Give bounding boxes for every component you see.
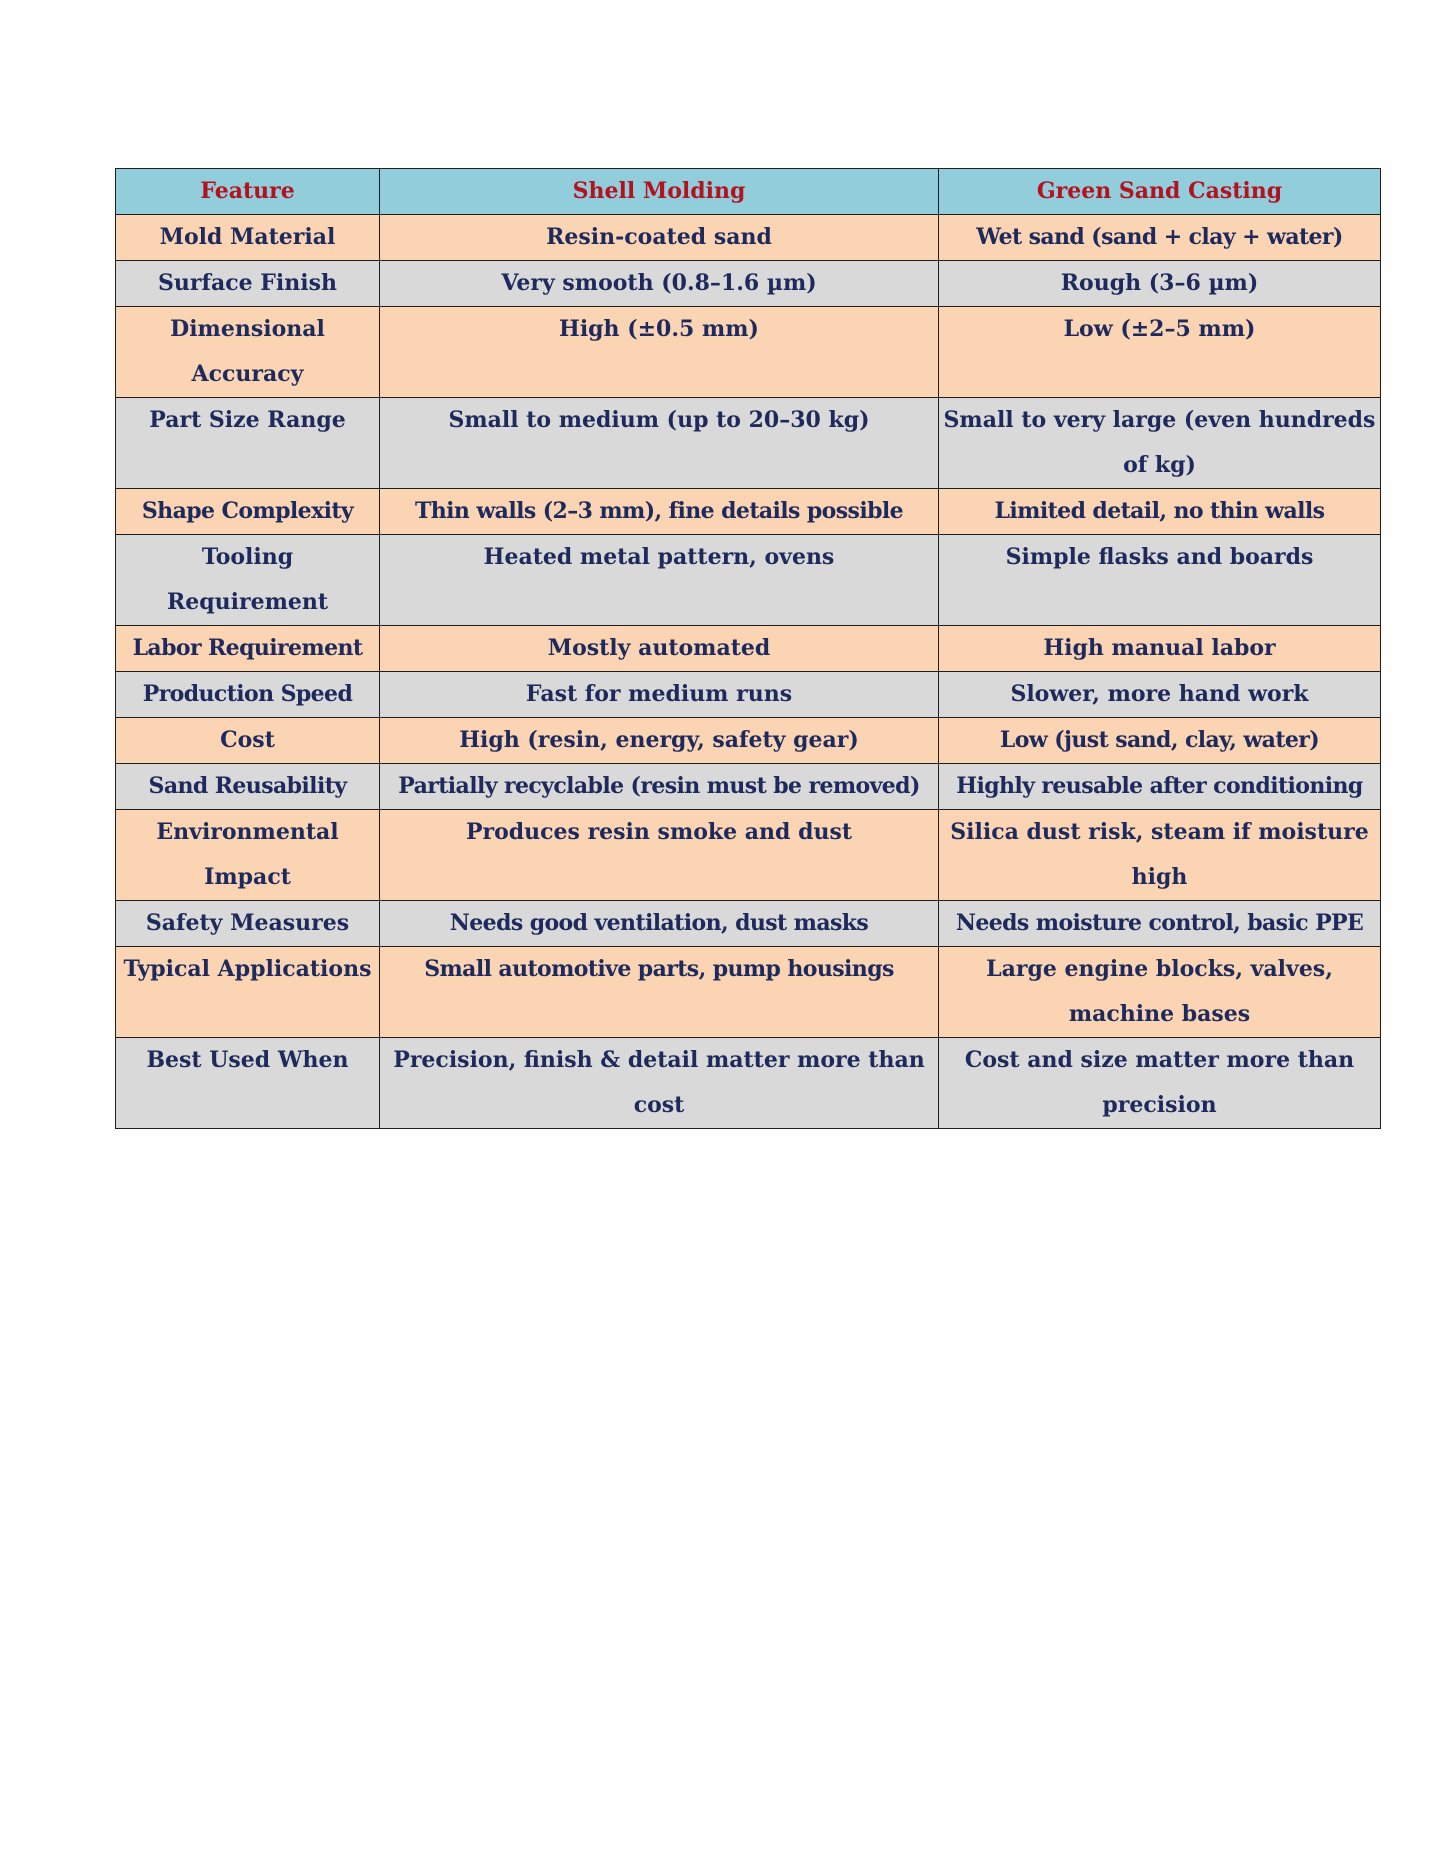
green-sand-cell: Large engine blocks, valves, machine bases <box>939 947 1381 1038</box>
shell-molding-cell: High (±0.5 mm) <box>380 307 939 398</box>
green-sand-cell: Wet sand (sand + clay + water) <box>939 215 1381 261</box>
feature-cell: Labor Requirement <box>116 626 380 672</box>
feature-cell: Sand Reusability <box>116 764 380 810</box>
header-shell-molding: Shell Molding <box>380 169 939 215</box>
feature-cell: Safety Measures <box>116 901 380 947</box>
green-sand-cell: Rough (3–6 µm) <box>939 261 1381 307</box>
shell-molding-cell: Small to medium (up to 20–30 kg) <box>380 398 939 489</box>
feature-cell: Production Speed <box>116 672 380 718</box>
feature-cell: Shape Complexity <box>116 489 380 535</box>
feature-cell: Dimensional Accuracy <box>116 307 380 398</box>
table-row <box>116 718 1381 764</box>
feature-cell: Typical Applications <box>116 947 380 1038</box>
header-feature: Feature <box>116 169 380 215</box>
green-sand-cell: Low (±2–5 mm) <box>939 307 1381 398</box>
table-row <box>116 947 1381 1038</box>
header-green-sand-casting: Green Sand Casting <box>939 169 1381 215</box>
green-sand-cell: Silica dust risk, steam if moisture high <box>939 810 1381 901</box>
table-row <box>116 764 1381 810</box>
shell-molding-cell: Precision, finish & detail matter more than cost <box>380 1038 939 1129</box>
table-header-row <box>116 169 1381 215</box>
feature-cell: Surface Finish <box>116 261 380 307</box>
green-sand-cell: Simple flasks and boards <box>939 535 1381 626</box>
green-sand-cell: Small to very large (even hundreds of kg) <box>939 398 1381 489</box>
feature-cell: Environmental Impact <box>116 810 380 901</box>
feature-cell: Cost <box>116 718 380 764</box>
table-row <box>116 626 1381 672</box>
green-sand-cell: Limited detail, no thin walls <box>939 489 1381 535</box>
shell-molding-cell: Thin walls (2–3 mm), fine details possible <box>380 489 939 535</box>
shell-molding-cell: Mostly automated <box>380 626 939 672</box>
table-row <box>116 535 1381 626</box>
table-row <box>116 215 1381 261</box>
feature-cell: Mold Material <box>116 215 380 261</box>
table-row <box>116 810 1381 901</box>
feature-cell: Tooling Requirement <box>116 535 380 626</box>
green-sand-cell: Slower, more hand work <box>939 672 1381 718</box>
green-sand-cell: Low (just sand, clay, water) <box>939 718 1381 764</box>
table-row <box>116 261 1381 307</box>
comparison-table <box>115 168 1381 1129</box>
table-row <box>116 398 1381 489</box>
green-sand-cell: Cost and size matter more than precision <box>939 1038 1381 1129</box>
table-row <box>116 307 1381 398</box>
table-row <box>116 1038 1381 1129</box>
shell-molding-cell: High (resin, energy, safety gear) <box>380 718 939 764</box>
feature-cell: Part Size Range <box>116 398 380 489</box>
shell-molding-cell: Produces resin smoke and dust <box>380 810 939 901</box>
shell-molding-cell: Resin-coated sand <box>380 215 939 261</box>
shell-molding-cell: Very smooth (0.8–1.6 µm) <box>380 261 939 307</box>
green-sand-cell: High manual labor <box>939 626 1381 672</box>
shell-molding-cell: Needs good ventilation, dust masks <box>380 901 939 947</box>
shell-molding-cell: Small automotive parts, pump housings <box>380 947 939 1038</box>
green-sand-cell: Highly reusable after conditioning <box>939 764 1381 810</box>
table-row <box>116 489 1381 535</box>
table-row <box>116 901 1381 947</box>
shell-molding-cell: Partially recyclable (resin must be removed) <box>380 764 939 810</box>
shell-molding-cell: Fast for medium runs <box>380 672 939 718</box>
table-row <box>116 672 1381 718</box>
shell-molding-cell: Heated metal pattern, ovens <box>380 535 939 626</box>
green-sand-cell: Needs moisture control, basic PPE <box>939 901 1381 947</box>
feature-cell: Best Used When <box>116 1038 380 1129</box>
